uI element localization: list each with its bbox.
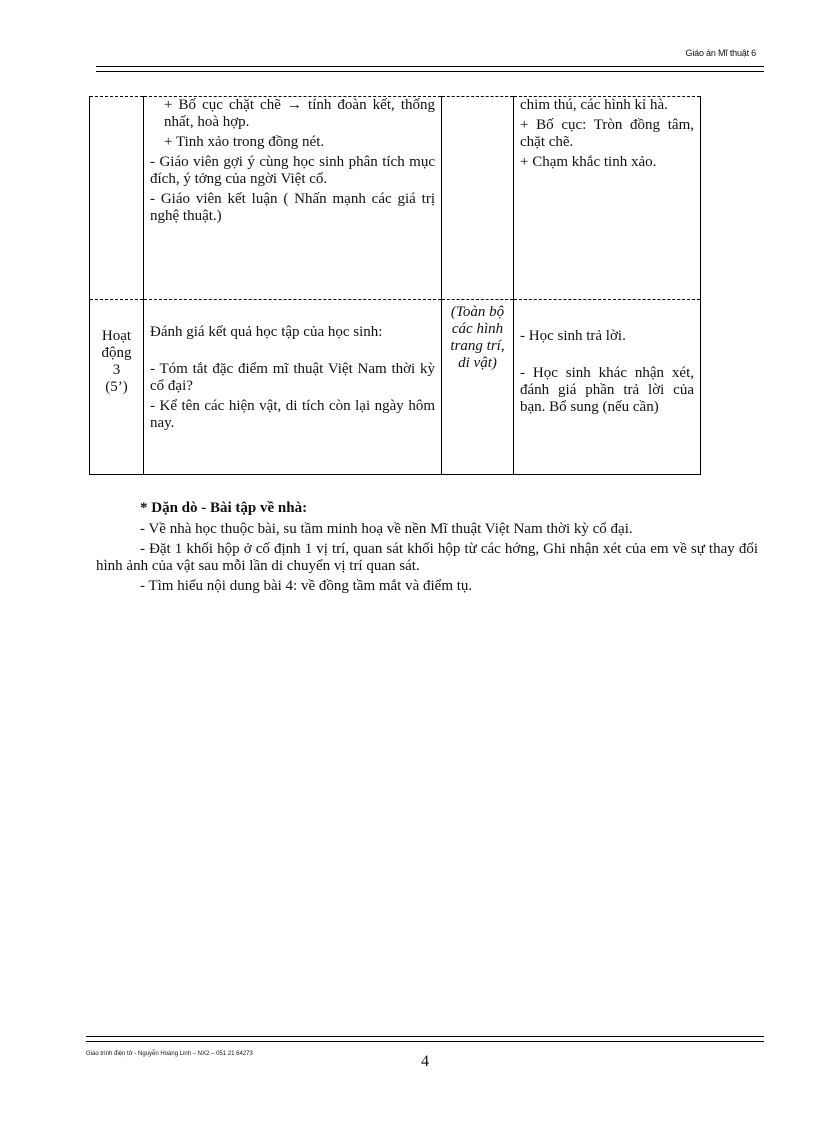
header-rule <box>96 66 764 72</box>
student-line: chim thú, các hình kỉ hà. <box>520 97 668 113</box>
teacher-line: + Tinh xảo trong đồng nét. <box>164 134 325 150</box>
teacher-line: - Tóm tắt đặc điểm mĩ thuật Việt Nam thời kỳ cổ đại? <box>150 361 435 394</box>
page-number: 4 <box>421 1053 429 1070</box>
page-header-title: Giáo án Mĩ thuật 6 <box>685 48 756 58</box>
student-line: - Học sinh trả lời. <box>520 328 626 344</box>
media-cell: (Toàn bộ các hình trang trí, di vật) <box>442 300 514 475</box>
teacher-line: - Kể tên các hiện vật, di tích còn lại ngày hôm nay. <box>150 398 435 431</box>
activity-label: Hoạt động <box>101 328 132 361</box>
homework-line: - Đặt 1 khối hộp ở cố định 1 vị trí, quan sát khối hộp từ các hớng, Ghi nhận xét của em về sự thay đổi hình ảnh của vật sau mỗi lần di chuyển vị trí quan sát. <box>96 541 758 574</box>
student-line: + Bố cục: Tròn đồng tâm, chặt chẽ. <box>520 117 694 150</box>
student-line: - Học sinh khác nhận xét, đánh giá phần trả lời của bạn. Bổ sung (nếu cần) <box>520 365 694 415</box>
table-row <box>90 300 701 475</box>
homework-line: - Về nhà học thuộc bài, su tầm minh hoạ về nền Mĩ thuật Việt Nam thời kỳ cổ đại. <box>140 521 633 537</box>
teacher-activity-cell <box>144 300 442 475</box>
teacher-activity-cell <box>144 97 442 300</box>
activity-number: 3 <box>112 362 121 378</box>
student-activity-cell <box>514 97 701 300</box>
student-line: + Chạm khắc tinh xảo. <box>520 154 657 170</box>
activity-cell <box>90 300 144 475</box>
teacher-line: Đánh giá kết quả học tập của học sinh: <box>150 324 383 340</box>
teacher-line: - Giáo viên gợi ý cùng học sinh phân tích mục đích, ý tởng của ngời Việt cổ. <box>150 154 435 187</box>
homework-title: * Dặn dò - Bài tập về nhà: <box>140 500 308 516</box>
media-cell <box>442 97 514 300</box>
homework-line: - Tìm hiểu nội dung bài 4: về đồng tầm mắt và điểm tụ. <box>140 578 473 594</box>
footer-credit: Giáo trình điện tử - Nguyễn Hoàng Linh – NX2 – 051 21 64273 <box>86 1051 253 1057</box>
footer-rule <box>86 1036 764 1042</box>
activity-cell <box>90 97 144 300</box>
lesson-table <box>89 96 701 475</box>
teacher-line: + Bố cục chặt chẽ → tính đoàn kết, thống nhất, hoà hợp. <box>164 97 435 130</box>
teacher-line: - Giáo viên kết luận ( Nhấn mạnh các giá trị nghệ thuật.) <box>150 191 435 224</box>
activity-time: (5’) <box>105 379 128 395</box>
table-row <box>90 97 701 300</box>
student-activity-cell <box>514 300 701 475</box>
homework-section <box>96 500 758 598</box>
